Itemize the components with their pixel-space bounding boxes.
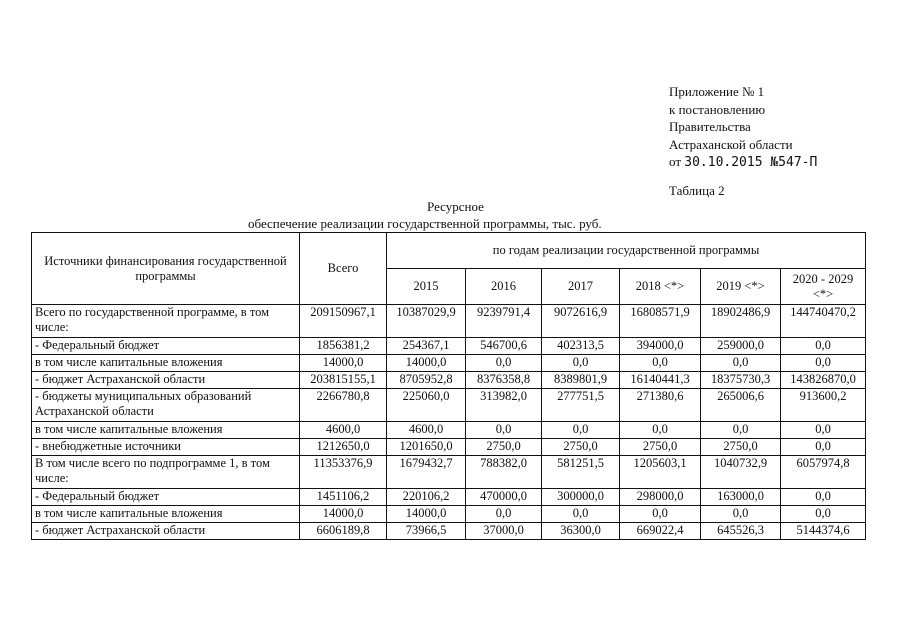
row-total-value: 11353376,9 [300, 456, 387, 489]
table-row [32, 506, 866, 523]
row-label: - бюджет Астраханской области [32, 523, 300, 540]
row-year-value: 4600,0 [387, 422, 466, 439]
table-row [32, 305, 866, 338]
row-year-value: 1679432,7 [387, 456, 466, 489]
row-total-value: 4600,0 [300, 422, 387, 439]
table-title-line1: Ресурсное [427, 199, 484, 214]
row-year-value: 2750,0 [466, 439, 542, 456]
row-year-value: 265006,6 [701, 389, 781, 422]
table-body [32, 305, 866, 540]
row-year-value: 0,0 [781, 422, 866, 439]
row-year-value: 14000,0 [387, 355, 466, 372]
table-row [32, 355, 866, 372]
row-year-value: 144740470,2 [781, 305, 866, 338]
header-year: 2016 [466, 269, 542, 305]
row-year-value: 2750,0 [620, 439, 701, 456]
table-row [32, 523, 866, 540]
row-year-value: 0,0 [620, 422, 701, 439]
row-year-value: 0,0 [701, 506, 781, 523]
row-label: в том числе капитальные вложения [32, 422, 300, 439]
row-year-value: 0,0 [781, 338, 866, 355]
date-prefix: от [669, 154, 682, 169]
row-label: в том числе капитальные вложения [32, 355, 300, 372]
appendix-line: Правительства [669, 119, 751, 134]
row-year-value: 6057974,8 [781, 456, 866, 489]
row-year-value: 271380,6 [620, 389, 701, 422]
row-label: - бюджеты муниципальных образований Астраханской области [32, 389, 300, 422]
header-year: 2018 <*> [620, 269, 701, 305]
row-year-value: 546700,6 [466, 338, 542, 355]
row-year-value: 0,0 [701, 355, 781, 372]
row-label: в том числе капитальные вложения [32, 506, 300, 523]
row-year-value: 300000,0 [542, 489, 620, 506]
row-total-value: 14000,0 [300, 506, 387, 523]
row-year-value: 163000,0 [701, 489, 781, 506]
row-year-value: 18902486,9 [701, 305, 781, 338]
row-year-value: 143826870,0 [781, 372, 866, 389]
row-year-value: 9239791,4 [466, 305, 542, 338]
appendix-block [669, 83, 817, 172]
row-total-value: 203815155,1 [300, 372, 387, 389]
row-year-value: 0,0 [701, 422, 781, 439]
row-year-value: 470000,0 [466, 489, 542, 506]
row-year-value: 14000,0 [387, 506, 466, 523]
row-total-value: 2266780,8 [300, 389, 387, 422]
table-row [32, 338, 866, 355]
row-year-value: 18375730,3 [701, 372, 781, 389]
table-title-line2: обеспечение реализации государственной программы, тыс. руб. [248, 216, 602, 231]
table-row [32, 489, 866, 506]
table-row [32, 389, 866, 422]
row-year-value: 225060,0 [387, 389, 466, 422]
row-year-value: 16140441,3 [620, 372, 701, 389]
row-year-value: 1201650,0 [387, 439, 466, 456]
row-year-value: 0,0 [781, 506, 866, 523]
row-year-value: 16808571,9 [620, 305, 701, 338]
table-row [32, 422, 866, 439]
row-year-value: 73966,5 [387, 523, 466, 540]
header-sources: Источники финансирования государственной программы [32, 233, 300, 305]
appendix-date [669, 153, 817, 172]
row-total-value: 6606189,8 [300, 523, 387, 540]
row-total-value: 1212650,0 [300, 439, 387, 456]
row-year-value: 1040732,9 [701, 456, 781, 489]
header-year: 2020 - 2029 <*> [781, 269, 866, 305]
row-label: - Федеральный бюджет [32, 489, 300, 506]
row-label: В том числе всего по подпрограмме 1, в том числе: [32, 456, 300, 489]
row-year-value: 1205603,1 [620, 456, 701, 489]
row-year-value: 402313,5 [542, 338, 620, 355]
header-year: 2019 <*> [701, 269, 781, 305]
row-year-value: 0,0 [542, 355, 620, 372]
row-year-value: 788382,0 [466, 456, 542, 489]
row-year-value: 220106,2 [387, 489, 466, 506]
row-year-value: 913600,2 [781, 389, 866, 422]
row-label: - Федеральный бюджет [32, 338, 300, 355]
resource-table [31, 232, 866, 540]
row-year-value: 581251,5 [542, 456, 620, 489]
row-year-value: 645526,3 [701, 523, 781, 540]
row-year-value: 0,0 [781, 439, 866, 456]
header-year: 2015 [387, 269, 466, 305]
table-label: Таблица 2 [669, 183, 725, 198]
appendix-line: к постановлению [669, 101, 766, 117]
row-year-value: 9072616,9 [542, 305, 620, 338]
row-total-value: 1451106,2 [300, 489, 387, 506]
row-year-value: 0,0 [466, 355, 542, 372]
row-year-value: 277751,5 [542, 389, 620, 422]
appendix-line: Приложение № 1 [669, 84, 765, 99]
header-year: 2017 [542, 269, 620, 305]
row-year-value: 0,0 [620, 355, 701, 372]
row-year-value: 313982,0 [466, 389, 542, 422]
row-year-value: 394000,0 [620, 338, 701, 355]
table-row [32, 456, 866, 489]
row-year-value: 2750,0 [542, 439, 620, 456]
row-total-value: 209150967,1 [300, 305, 387, 338]
appendix-line: Астраханской области [669, 136, 793, 152]
table-row [32, 439, 866, 456]
row-year-value: 0,0 [466, 506, 542, 523]
row-year-value: 2750,0 [701, 439, 781, 456]
row-label: Всего по государственной программе, в том числе: [32, 305, 300, 338]
header-total: Всего [300, 233, 387, 305]
row-year-value: 37000,0 [466, 523, 542, 540]
row-year-value: 298000,0 [620, 489, 701, 506]
row-year-value: 8705952,8 [387, 372, 466, 389]
header-by-years: по годам реализации государственной программы [387, 233, 866, 269]
row-year-value: 0,0 [542, 506, 620, 523]
table-row [32, 372, 866, 389]
row-year-value: 0,0 [620, 506, 701, 523]
row-year-value: 8389801,9 [542, 372, 620, 389]
date-stamp: 30.10.2015 №547-П [684, 155, 818, 170]
row-year-value: 0,0 [781, 489, 866, 506]
row-year-value: 8376358,8 [466, 372, 542, 389]
row-year-value: 0,0 [466, 422, 542, 439]
row-year-value: 254367,1 [387, 338, 466, 355]
row-year-value: 36300,0 [542, 523, 620, 540]
row-year-value: 5144374,6 [781, 523, 866, 540]
row-year-value: 0,0 [781, 355, 866, 372]
row-label: - внебюджетные источники [32, 439, 300, 456]
row-year-value: 0,0 [542, 422, 620, 439]
row-label: - бюджет Астраханской области [32, 372, 300, 389]
row-year-value: 259000,0 [701, 338, 781, 355]
row-total-value: 14000,0 [300, 355, 387, 372]
row-year-value: 669022,4 [620, 523, 701, 540]
row-total-value: 1856381,2 [300, 338, 387, 355]
row-year-value: 10387029,9 [387, 305, 466, 338]
